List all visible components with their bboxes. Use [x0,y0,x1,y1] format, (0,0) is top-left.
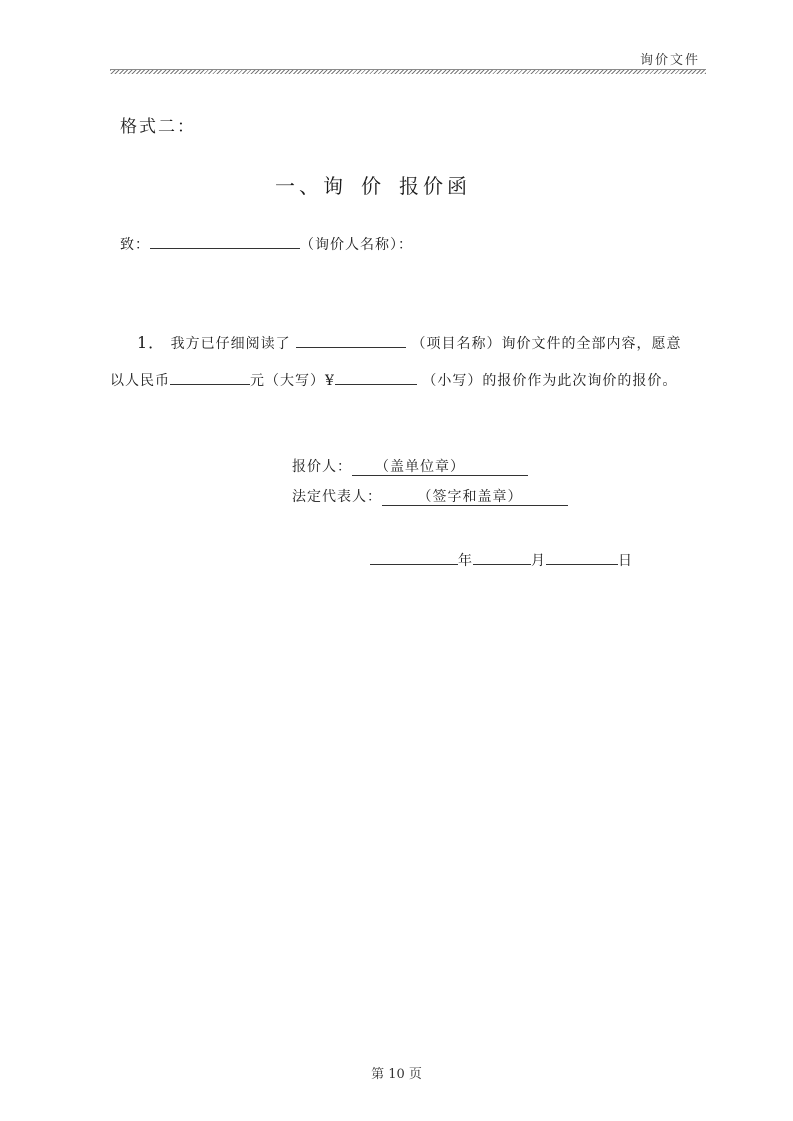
bidder-seal-field[interactable] [352,459,528,476]
paragraph-1 [137,330,682,353]
bidder-label: 报价人： [292,459,352,475]
paragraph-1-text-after: （项目名称）询价文件的全部内容，愿意 [411,336,682,352]
addressee-suffix: （询价人名称）： [300,237,413,253]
paragraph-1-text-before: 我方已仔细阅读了 [170,336,291,352]
legal-rep-signature-line [292,486,568,506]
addressee-line [120,234,413,254]
title-part-1: 一、询 [275,174,347,198]
paragraph-2-text-3: （小写）的报价作为此次询价的报价。 [422,373,678,389]
bidder-signature-line [292,456,528,476]
paragraph-1-number: 1． [137,333,166,352]
year-blank[interactable] [370,550,458,565]
paragraph-2-text-1: 以人民币 [110,373,170,389]
day-blank[interactable] [546,550,618,565]
page-number: 第 10 页 [371,1067,422,1082]
date-line [370,550,633,570]
amount-uppercase-blank[interactable] [170,370,250,385]
title-part-3: 报价函 [399,174,471,198]
year-label: 年 [458,553,473,569]
header-doc-type: 询价文件 [639,53,700,68]
legal-rep-label: 法定代表人： [292,489,382,505]
title-part-2: 价 [361,174,385,198]
legal-rep-signature-field[interactable] [382,489,568,506]
amount-lowercase-blank[interactable] [335,370,417,385]
legal-rep-hint: （签字和盖章） [417,489,523,505]
document-title [275,170,471,199]
paragraph-2-text-2: 元（大写）¥ [250,373,335,389]
format-label: 格式二： [120,117,196,137]
bidder-seal-hint: （盖单位章） [375,459,465,475]
addressee-blank[interactable] [150,234,300,249]
paragraph-2 [110,370,677,390]
addressee-prefix: 致： [120,237,150,253]
day-label: 日 [618,553,633,569]
month-label: 月 [531,553,546,569]
month-blank[interactable] [473,550,531,565]
header-rule [110,69,706,74]
project-name-blank[interactable] [296,333,406,348]
